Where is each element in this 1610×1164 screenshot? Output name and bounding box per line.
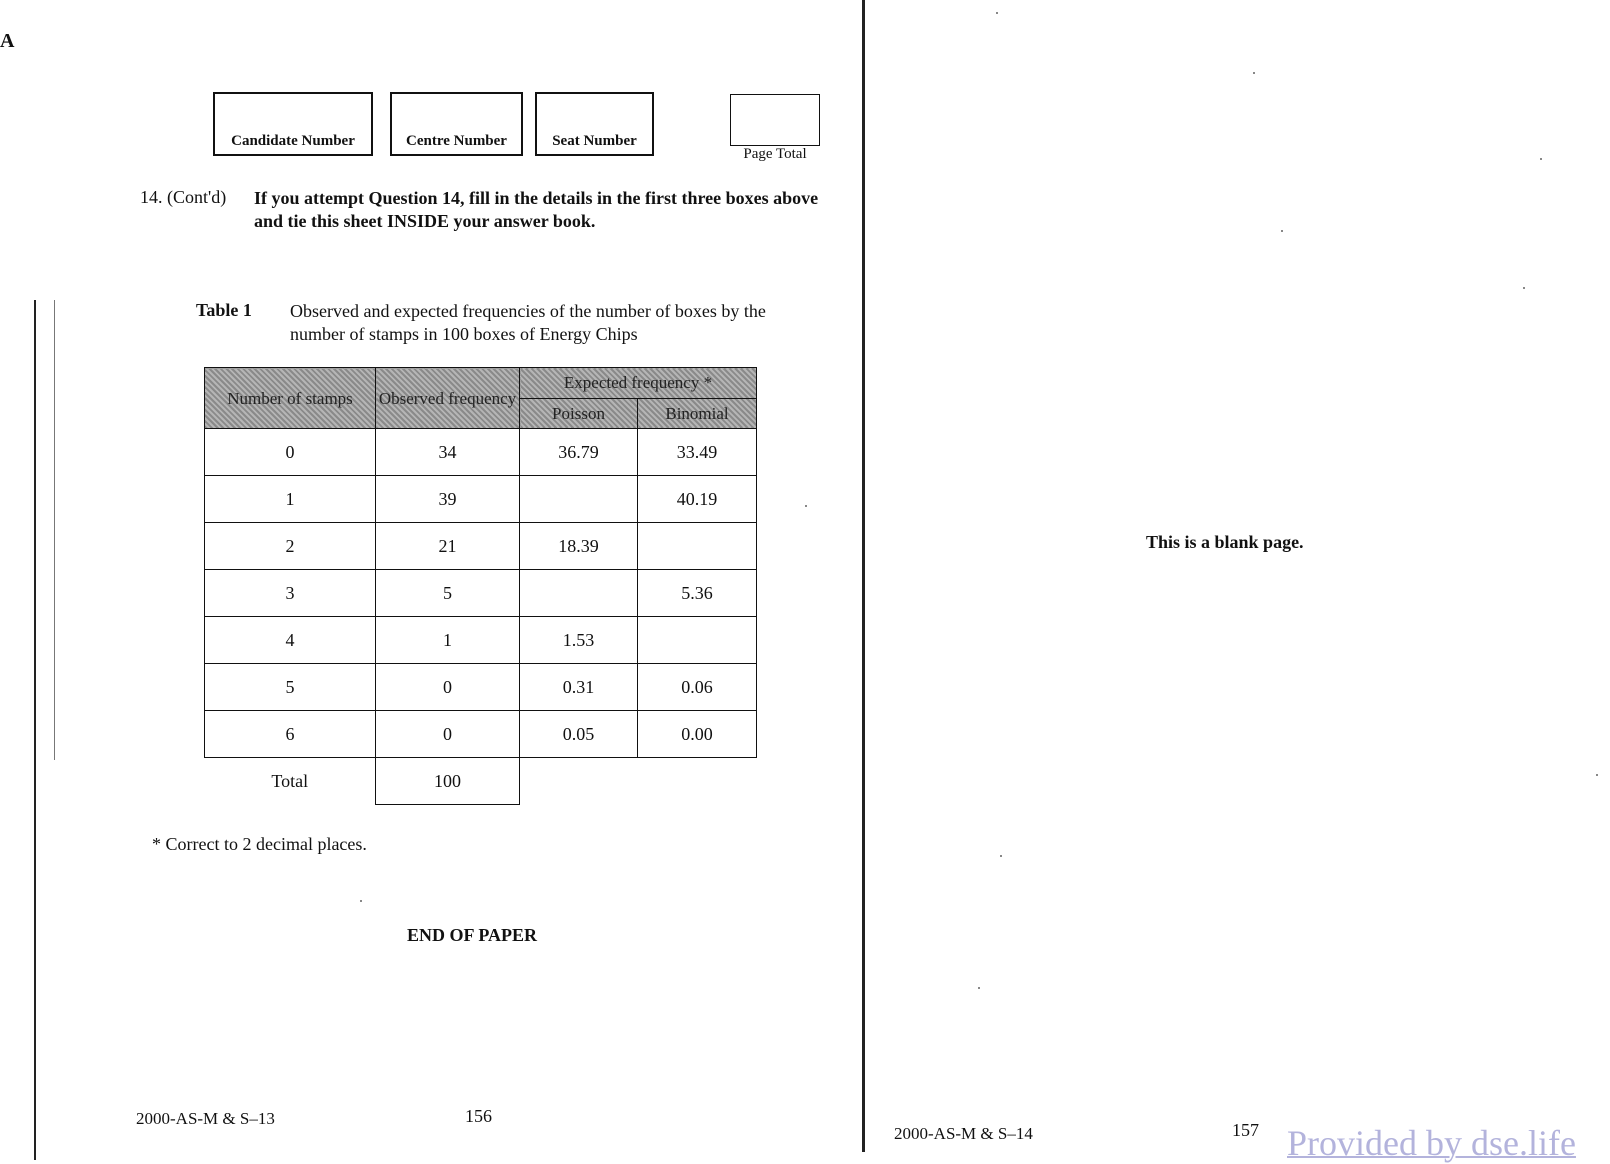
total-observed: 100 xyxy=(376,758,520,805)
blank-page-note: This is a blank page. xyxy=(1146,532,1304,552)
cell-binomial[interactable]: 0.00 xyxy=(638,711,757,758)
left-footer-page-number: 156 xyxy=(465,1106,492,1126)
footnote: * Correct to 2 decimal places. xyxy=(152,834,367,854)
table-row xyxy=(205,476,757,523)
cell-binomial[interactable]: 5.36 xyxy=(638,570,757,617)
scan-speck xyxy=(1596,774,1598,776)
cell-poisson[interactable] xyxy=(520,476,638,523)
cell-stamps: 6 xyxy=(205,711,376,758)
candidate-number-label: Candidate Number xyxy=(231,133,355,149)
left-footer-code: 2000-AS-M & S–13 xyxy=(136,1109,275,1128)
cell-stamps: 2 xyxy=(205,523,376,570)
scan-speck xyxy=(805,505,807,507)
scan-speck xyxy=(996,12,998,14)
cell-observed: 39 xyxy=(376,476,520,523)
header-stamps: Number of stamps xyxy=(205,368,376,429)
cell-poisson[interactable]: 1.53 xyxy=(520,617,638,664)
cell-observed: 5 xyxy=(376,570,520,617)
total-row xyxy=(205,758,757,805)
cell-observed: 34 xyxy=(376,429,520,476)
seat-number-label: Seat Number xyxy=(552,133,637,149)
scan-speck xyxy=(360,900,362,902)
header-poisson: Poisson xyxy=(520,398,638,429)
table-row xyxy=(205,523,757,570)
corner-mark: A xyxy=(0,30,15,52)
scan-speck xyxy=(1253,72,1255,74)
end-of-paper: END OF PAPER xyxy=(407,925,537,945)
right-footer-code: 2000-AS-M & S–14 xyxy=(894,1124,1033,1143)
question-number: 14. (Cont'd) xyxy=(140,187,227,207)
table-row xyxy=(205,429,757,476)
scan-speck xyxy=(1281,230,1283,232)
table-label: Table 1 xyxy=(196,300,252,320)
cell-binomial[interactable]: 33.49 xyxy=(638,429,757,476)
total-label: Total xyxy=(271,770,309,791)
scan-speck xyxy=(978,987,980,989)
question-instruction: If you attempt Question 14, fill in the details in the first three boxes above and tie this sheet INSIDE your answer book. xyxy=(254,188,819,231)
cell-stamps: 1 xyxy=(205,476,376,523)
cell-observed: 21 xyxy=(376,523,520,570)
candidate-number-box[interactable] xyxy=(213,92,373,156)
header-observed: Observed frequency xyxy=(376,368,520,429)
cell-poisson[interactable]: 18.39 xyxy=(520,523,638,570)
cell-binomial[interactable] xyxy=(638,523,757,570)
cell-poisson[interactable] xyxy=(520,570,638,617)
scan-speck xyxy=(1523,287,1525,289)
cell-poisson[interactable]: 0.05 xyxy=(520,711,638,758)
seat-number-box[interactable] xyxy=(535,92,654,156)
scan-speck xyxy=(1000,855,1002,857)
cell-poisson[interactable]: 36.79 xyxy=(520,429,638,476)
cell-observed: 0 xyxy=(376,711,520,758)
right-footer-page-number: 157 xyxy=(1232,1120,1259,1140)
page-divider xyxy=(862,0,865,1152)
cell-stamps: 4 xyxy=(205,617,376,664)
header-binomial: Binomial xyxy=(638,398,757,429)
watermark-link[interactable]: Provided by dse.life xyxy=(1287,1123,1576,1163)
cell-stamps: 3 xyxy=(205,570,376,617)
left-scan-edge xyxy=(34,300,36,1160)
header-expected: Expected frequency * xyxy=(520,368,757,399)
centre-number-box[interactable] xyxy=(390,92,523,156)
cell-binomial[interactable]: 0.06 xyxy=(638,664,757,711)
cell-stamps: 0 xyxy=(205,429,376,476)
page-total-label: Page Total xyxy=(743,146,807,162)
cell-observed: 1 xyxy=(376,617,520,664)
cell-stamps: 5 xyxy=(205,664,376,711)
table-row xyxy=(205,570,757,617)
frequency-table xyxy=(204,367,757,805)
table-row xyxy=(205,664,757,711)
cell-binomial[interactable] xyxy=(638,617,757,664)
page-total-box[interactable] xyxy=(730,94,820,146)
cell-poisson[interactable]: 0.31 xyxy=(520,664,638,711)
centre-number-label: Centre Number xyxy=(406,133,507,149)
cell-binomial[interactable]: 40.19 xyxy=(638,476,757,523)
table-caption: Observed and expected frequencies of the number of boxes by the number of stamps in 100 boxes of Energy Chips xyxy=(290,301,766,344)
table-row xyxy=(205,711,757,758)
scan-speck xyxy=(1540,158,1542,160)
cell-observed: 0 xyxy=(376,664,520,711)
table-row xyxy=(205,617,757,664)
left-margin-line xyxy=(54,300,55,760)
